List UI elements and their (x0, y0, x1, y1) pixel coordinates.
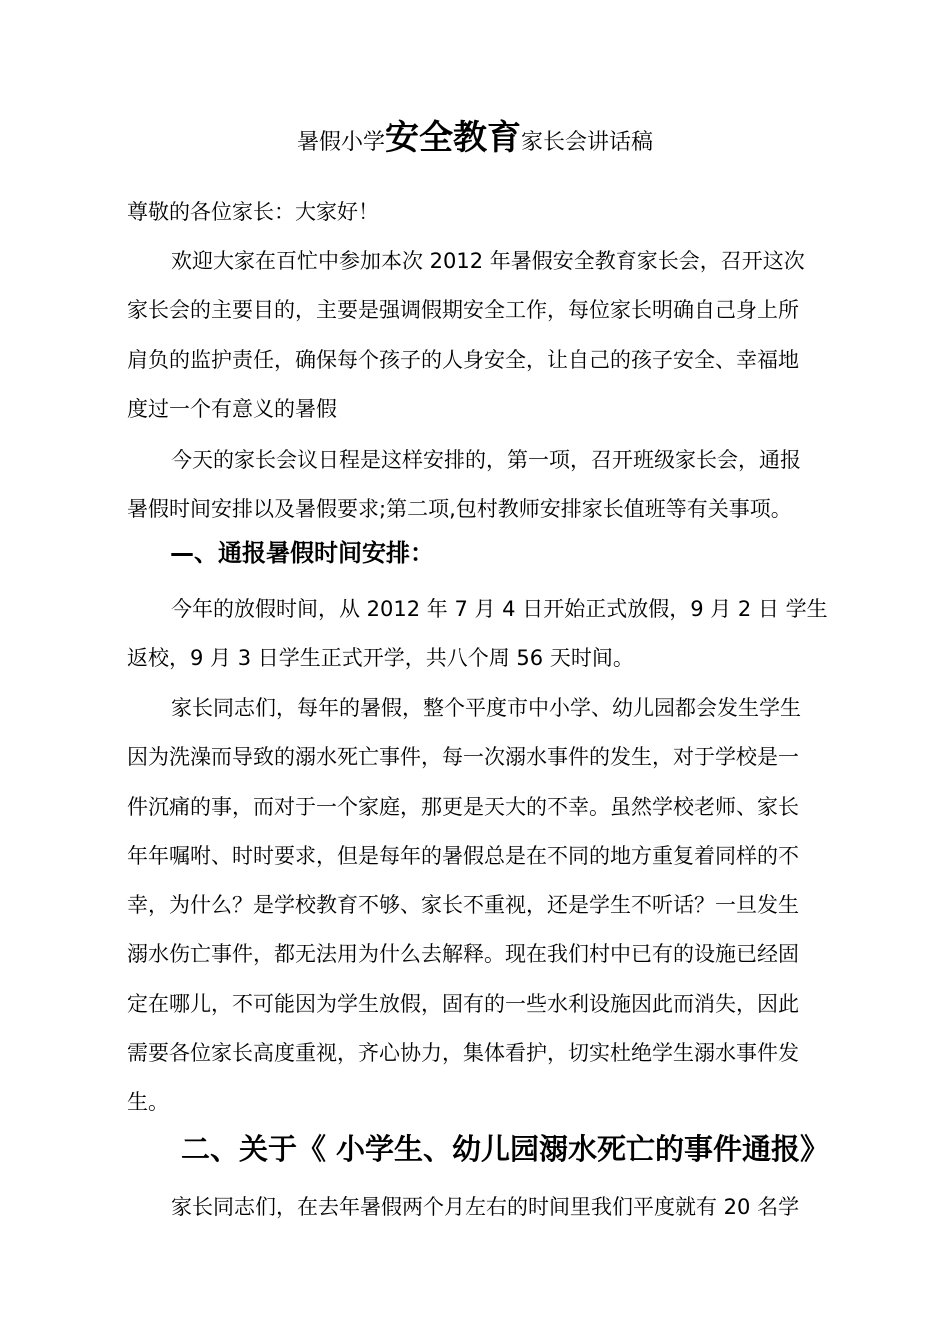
text-line: 家长同志们，在去年暑假两个月左右的时间里我们平度就有 20 名学 (171, 1195, 800, 1219)
text-line: 定在哪儿，不可能因为学生放假，固有的一些水利设施因此而消失，因此 (127, 991, 799, 1016)
text-line: 溺水伤亡事件，都无法用为什么去解释。现在我们村中已有的设施已经固 (127, 942, 799, 967)
welcome-paragraph (127, 237, 837, 434)
title-prefix: 暑假小学 (296, 130, 385, 155)
greeting-paragraph (127, 188, 837, 237)
section-heading-2: 二、关于《 小学生、幼儿园溺水死亡的事件通报》 (180, 1132, 830, 1166)
text-line: 因为洗澡而导致的溺水死亡事件，每一次溺水事件的发生，对于学校是一 (127, 745, 799, 770)
text-line: 需要各位家长高度重视，齐心协力，集体看护，切实杜绝学生溺水事件发 (127, 1041, 799, 1066)
text-line: 年年嘱咐、时时要求，但是每年的暑假总是在不同的地方重复着同样的不 (127, 843, 799, 868)
text-line: 今年的放假时间，从 2012 年 7 月 4 日开始正式放假，9 月 2 日 学生 (171, 597, 828, 621)
text-line: 幸，为什么？是学校教育不够、家长不重视，还是学生不听话？一旦发生 (127, 893, 799, 918)
agenda-paragraph (127, 436, 837, 535)
text-line: 肩负的监护责任，确保每个孩子的人身安全，让自己的孩子安全、幸福地 (127, 347, 799, 372)
text-line: 度过一个有意义的暑假 (127, 396, 337, 421)
schedule-paragraph (127, 585, 837, 684)
text-line: 暑假时间安排以及暑假要求;第二项,包村教师安排家长值班等有关事项。 (127, 497, 792, 522)
text-line: 家长会的主要目的，主要是强调假期安全工作，每位家长明确自己身上所 (127, 298, 799, 323)
text-line: 生。 (127, 1090, 169, 1115)
greeting-line: 尊敬的各位家长：大家好！ (127, 200, 379, 224)
title-emphasis: 安全教育 (385, 118, 521, 158)
text-line: 欢迎大家在百忙中参加本次 2012 年暑假安全教育家长会，召开这次 (171, 249, 805, 273)
title-suffix: 家长会讲话稿 (521, 130, 654, 155)
text-line: 今天的家长会议日程是这样安排的，第一项，召开班级家长会，通报 (171, 448, 801, 472)
text-line: 家长同志们，每年的暑假，整个平度市中小学、幼儿园都会发生学生 (171, 696, 801, 720)
safety-paragraph (127, 684, 837, 1128)
text-line: 件沉痛的事，而对于一个家庭，那更是天大的不幸。虽然学校老师、家长 (127, 794, 799, 819)
section-heading-1: —、通报暑假时间安排： (170, 539, 434, 567)
document-title (0, 118, 950, 163)
report-paragraph (127, 1183, 837, 1232)
text-line: 返校，9 月 3 日学生正式开学，共八个周 56 天时间。 (127, 646, 634, 671)
